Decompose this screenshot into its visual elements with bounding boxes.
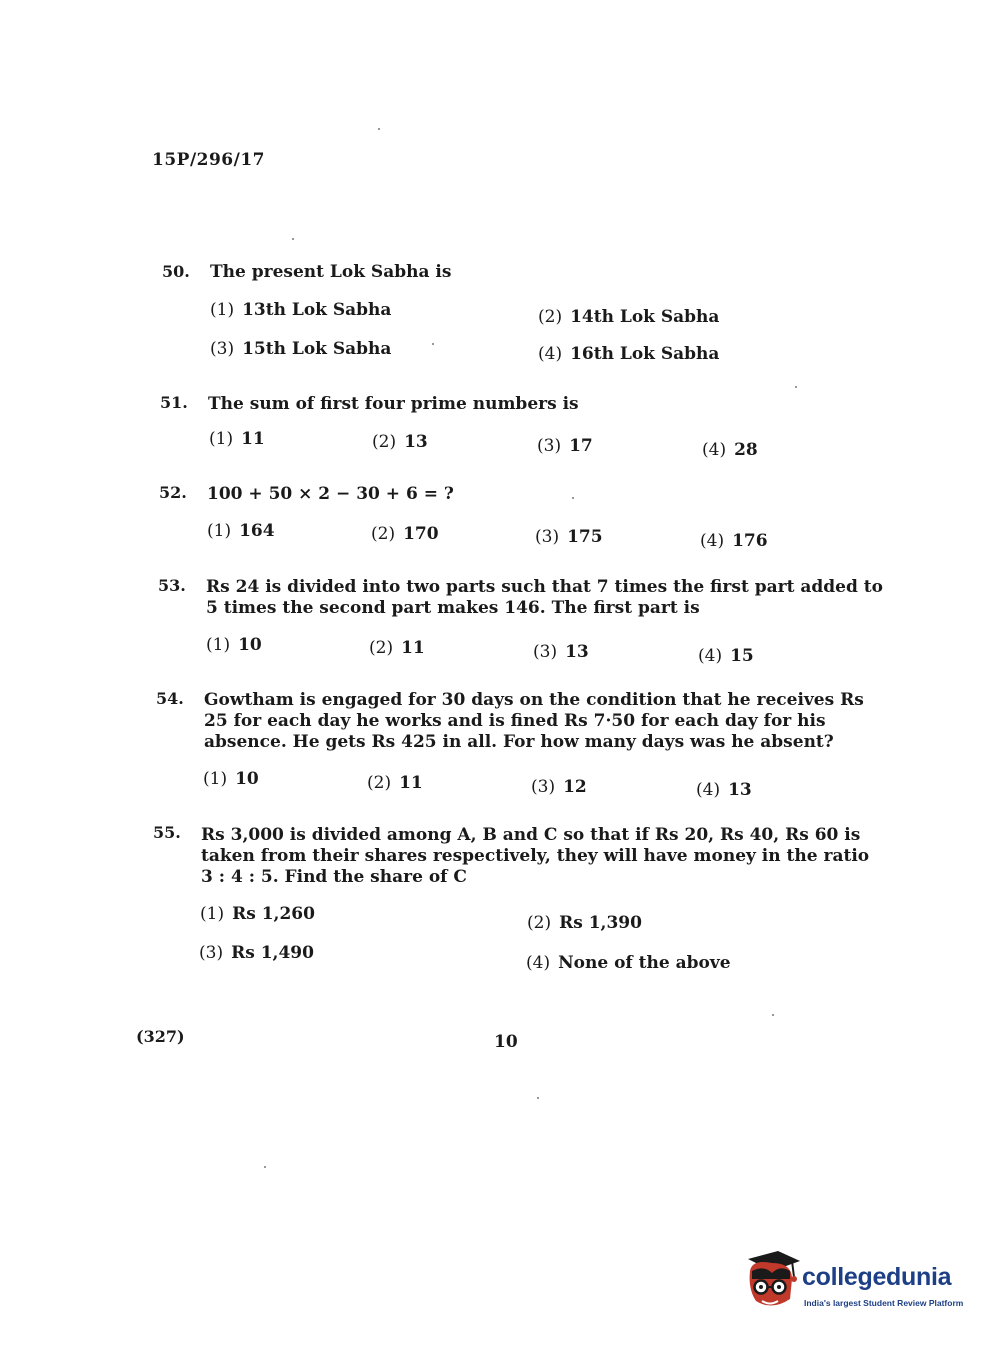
- option-1: (1) 164: [207, 521, 275, 541]
- option-2: (2) 170: [371, 524, 439, 544]
- question-text: Rs 3,000 is divided among A, B and C so that if Rs 20, Rs 40, Rs 60 is taken from their shares respectively, they will have money in the ratio 3 : 4 : 5. Find the share of C: [201, 825, 870, 887]
- option-4: (4) 176: [700, 531, 768, 551]
- option-2: (2) 11: [369, 638, 425, 658]
- paper-code: 15P/296/17: [152, 150, 266, 170]
- question-text: Rs 24 is divided into two parts such that 7 times the first part added to 5 times the second part makes 146. The first part is: [206, 577, 883, 618]
- option-3: (3) 17: [537, 436, 593, 456]
- option-1: (1) 13th Lok Sabha: [210, 300, 392, 320]
- question-number: 51.: [160, 393, 188, 412]
- option-4: (4) None of the above: [526, 953, 731, 973]
- booklet-code: (327): [136, 1027, 185, 1046]
- option-3: (3) 175: [535, 527, 603, 547]
- option-3: (3) Rs 1,490: [199, 943, 314, 963]
- option-4: (4) 13: [696, 780, 752, 800]
- option-3: (3) 12: [531, 777, 587, 797]
- page-number: 10: [494, 1032, 518, 1052]
- option-1: (1) Rs 1,260: [200, 904, 315, 924]
- option-4: (4) 28: [702, 440, 758, 460]
- option-1: (1) 11: [209, 429, 265, 449]
- question-number: 50.: [162, 262, 190, 281]
- student-mascot-icon: [742, 1249, 804, 1315]
- logo-wordmark: collegedunia: [802, 1263, 952, 1291]
- option-3: (3) 13: [533, 642, 589, 662]
- question-number: 55.: [153, 823, 181, 842]
- option-4: (4) 16th Lok Sabha: [538, 344, 720, 364]
- logo-tagline: India's largest Student Review Platform: [804, 1298, 964, 1308]
- question-text: The present Lok Sabha is: [210, 262, 452, 282]
- question-number: 53.: [158, 576, 186, 595]
- option-1: (1) 10: [206, 635, 262, 655]
- question-number: 52.: [159, 483, 187, 502]
- option-4: (4) 15: [698, 646, 754, 666]
- option-2: (2) Rs 1,390: [527, 913, 642, 933]
- option-2: (2) 11: [367, 773, 423, 793]
- question-text: Gowtham is engaged for 30 days on the condition that he receives Rs 25 for each day he works and is fined Rs 7·50 for each day for his absence. He gets Rs 425 in all. For how many days was he absent?: [204, 690, 864, 752]
- question-number: 54.: [156, 689, 184, 708]
- option-3: (3) 15th Lok Sabha: [210, 339, 392, 359]
- collegedunia-logo: [742, 1249, 972, 1315]
- option-1: (1) 10: [203, 769, 259, 789]
- question-text: The sum of first four prime numbers is: [208, 394, 579, 414]
- question-text: 100 + 50 × 2 − 30 + 6 = ?: [207, 484, 454, 504]
- option-2: (2) 14th Lok Sabha: [538, 307, 720, 327]
- option-2: (2) 13: [372, 432, 428, 452]
